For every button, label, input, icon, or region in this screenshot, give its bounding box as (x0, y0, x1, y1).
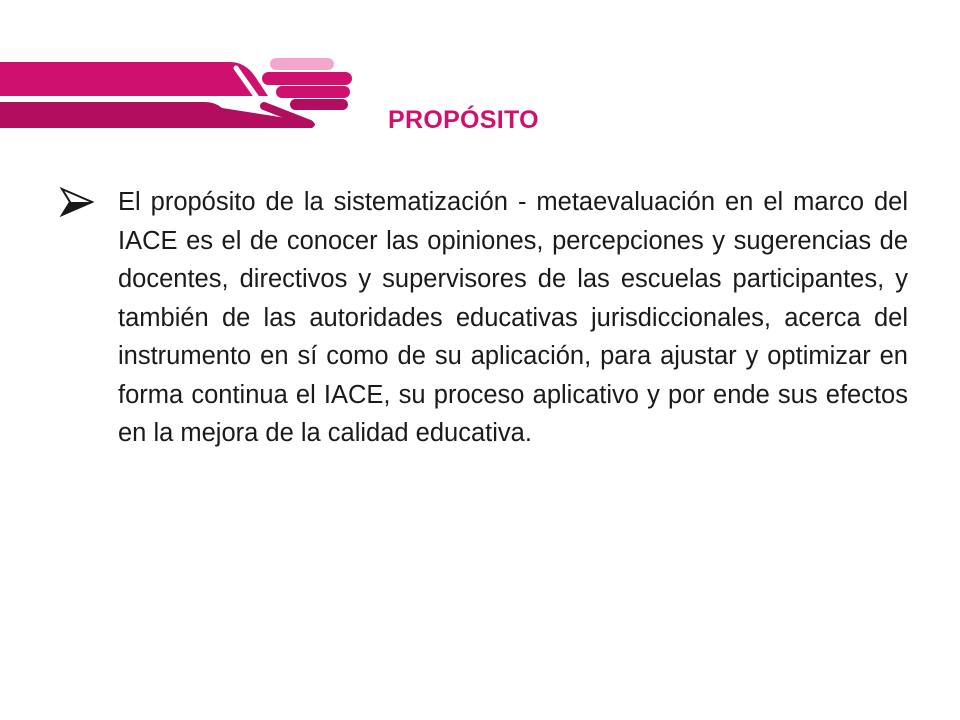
bullet-text: El propósito de la sistematización - metaevaluación en el marco del IACE es el de conocer las opiniones, percepciones y sugerencias de docentes, directivos y supervisores de las escuelas participantes, y también de las autoridades educativas jurisdiccionales, acerca del instrumento en sí como de su aplicación, para ajustar y optimizar en forma continua el IACE, su proceso aplicativo y por ende sus efectos en la mejora de la calidad educativa. (118, 188, 908, 447)
hands-logo-icon (0, 50, 370, 140)
bullet-item (58, 183, 908, 453)
slide-title: PROPÓSITO (388, 106, 539, 134)
arrow-bullet-icon (58, 187, 94, 217)
